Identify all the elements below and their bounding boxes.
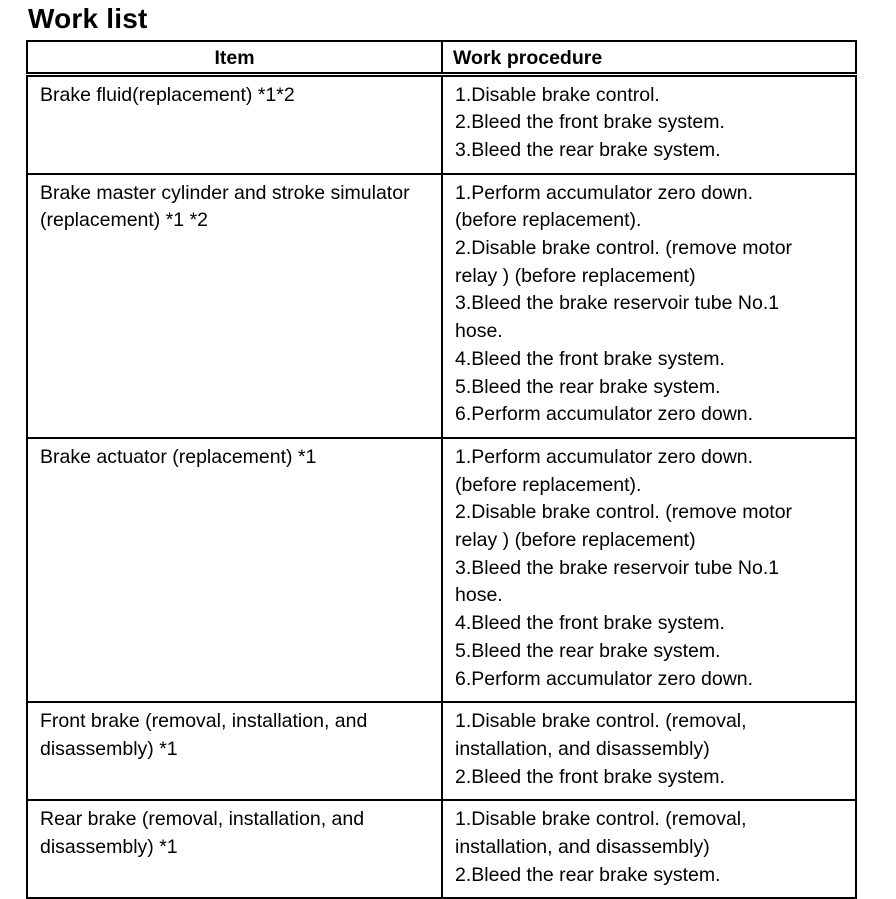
table-row — [27, 74, 856, 174]
table-row — [27, 174, 856, 438]
procedure-step: relay ) (before replacement) — [455, 529, 696, 552]
procedure-step: 2.Disable brake control. (remove motor — [455, 237, 793, 260]
procedure-step: 5.Bleed the rear brake system. — [455, 375, 721, 398]
procedure-step: 2.Bleed the front brake system. — [455, 765, 725, 788]
procedure-step: 1.Perform accumulator zero down. — [455, 445, 754, 468]
procedure-step: 5.Bleed the rear brake system. — [455, 639, 721, 662]
item-text: Brake master cylinder and stroke simulator (replacement) *1 *2 — [40, 181, 410, 232]
procedure-cell — [442, 174, 856, 438]
procedure-step: 2.Disable brake control. (remove motor — [455, 501, 793, 524]
item-text: Front brake (removal, installation, and disassembly) *1 — [40, 710, 368, 760]
procedure-step: 6.Perform accumulator zero down. — [455, 403, 754, 426]
procedure-step: (before replacement). — [455, 473, 642, 496]
item-text: Rear brake (removal, installation, and disassembly) *1 — [40, 808, 365, 859]
table-header-row — [27, 41, 856, 74]
procedure-cell — [442, 800, 856, 898]
procedure-step: 1.Disable brake control. — [455, 83, 660, 106]
procedure-step: relay ) (before replacement) — [455, 264, 696, 287]
procedure-step: hose. — [455, 320, 503, 343]
procedure-cell — [442, 702, 856, 800]
item-column-header: Item — [27, 41, 442, 74]
procedure-step: 4.Bleed the front brake system. — [455, 612, 725, 635]
item-cell — [27, 74, 442, 174]
item-cell — [27, 800, 442, 898]
procedure-step: 3.Bleed the rear brake system. — [455, 138, 721, 161]
procedure-cell — [442, 438, 856, 702]
item-cell — [27, 174, 442, 438]
procedure-step: hose. — [455, 584, 503, 607]
procedure-column-header: Work procedure — [442, 41, 856, 74]
procedure-step: 4.Bleed the front brake system. — [455, 347, 725, 370]
procedure-step: 3.Bleed the brake reservoir tube No.1 — [455, 292, 780, 315]
procedure-step: 3.Bleed the brake reservoir tube No.1 — [455, 556, 780, 579]
item-text: Brake fluid(replacement) *1*2 — [40, 83, 295, 106]
procedure-step: 2.Bleed the rear brake system. — [455, 863, 721, 886]
item-text: Brake actuator (replacement) *1 — [40, 445, 317, 468]
item-cell — [27, 438, 442, 702]
procedure-step: (before replacement). — [455, 209, 642, 232]
procedure-cell — [442, 74, 856, 174]
procedure-step: 6.Perform accumulator zero down. — [455, 667, 754, 690]
item-cell — [27, 702, 442, 800]
procedure-step: 1.Disable brake control. (removal, — [455, 710, 747, 733]
page-title: Work list — [28, 3, 148, 34]
procedure-step: 2.Bleed the front brake system. — [455, 111, 725, 134]
work-list-table — [26, 40, 857, 899]
procedure-step: installation, and disassembly) — [455, 836, 710, 859]
table-row — [27, 800, 856, 898]
procedure-step: installation, and disassembly) — [455, 737, 710, 760]
table-row — [27, 702, 856, 800]
procedure-step: 1.Perform accumulator zero down. — [455, 181, 754, 204]
procedure-step: 1.Disable brake control. (removal, — [455, 808, 747, 831]
table-row — [27, 438, 856, 702]
